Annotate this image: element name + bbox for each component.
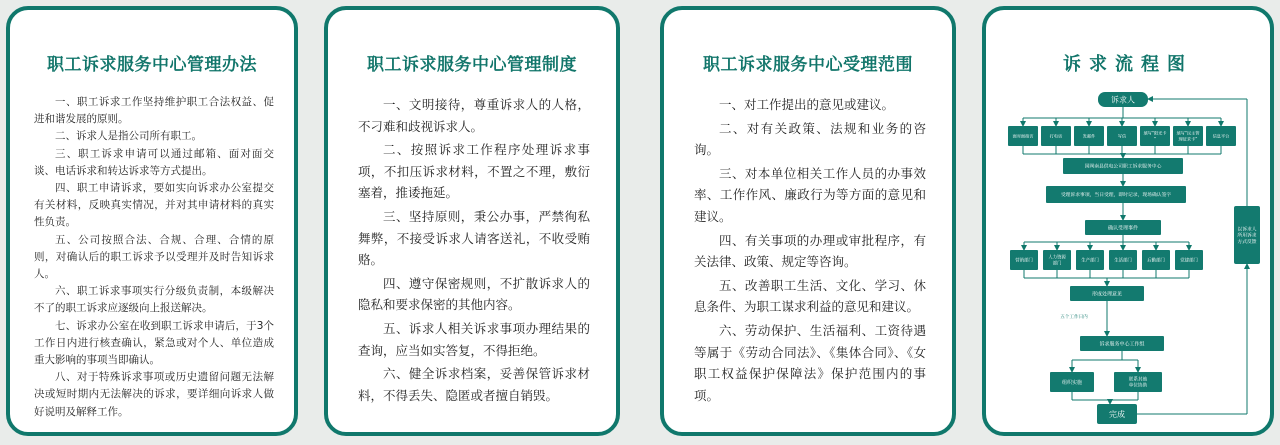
channel-box-label: ”: [1153, 136, 1157, 142]
flowchart-diagram: [986, 10, 1270, 432]
channel-box-label: 信息平台: [1212, 133, 1230, 139]
coordinate-node-label: 单位协助: [1128, 383, 1148, 389]
department-box-label: 生产部门: [1081, 258, 1099, 264]
department-box-label: 人力资源: [1048, 255, 1066, 261]
opinion-node-label: 形成处理意见: [1091, 291, 1123, 298]
channel-box-label: 打电话: [1049, 133, 1063, 139]
panel-title: 职工诉求服务中心管理办法: [47, 55, 257, 75]
management-system-panel: [324, 6, 620, 436]
management-measures-panel: [6, 6, 298, 436]
channel-box-label: 填写“民主管: [1176, 130, 1200, 136]
paragraph: 二、对有关政策、法规和业务的咨询。: [694, 120, 926, 158]
paragraph: 四、职工申请诉求，要如实向诉求办公室提交有关材料，反映真实情况，并对其申请材料的真实性负责。: [34, 182, 274, 229]
feedback-node-label: 所用诉求: [1237, 233, 1257, 239]
paragraph: 二、按照诉求工作程序处理诉求事项，不扣压诉求材料，不置之不理，敷衍塞着，推诿拖延。: [358, 142, 590, 201]
coordinate-node-label: 联系其他: [1128, 377, 1148, 383]
department-box-label: 部门: [1052, 261, 1062, 267]
accept-node-label: 受理诉求事项，当日受理，即时记录，现场确认签字: [1060, 193, 1172, 199]
department-box-label: 党建部门: [1180, 258, 1198, 264]
paragraph: 三、对本单位相关工作人员的办事效率、工作作风、廉政行为等方面的意见和建议。: [694, 165, 926, 224]
channel-box-label: 面对面接访: [1012, 133, 1034, 139]
paragraph: 一、职工诉求工作坚持维护职工合法权益、促进和谐发展的原则。: [34, 96, 274, 126]
feedback-node-label: 方式反馈: [1237, 239, 1257, 245]
paragraph: 六、健全诉求档案，妥善保管诉求材料，不得丢失、隐匿或者擅自销毁。: [358, 366, 590, 403]
confirm-node-label: 确认受理事件: [1107, 225, 1139, 232]
paragraph: 六、职工诉求事项实行分级负责制，本级解决不了的职工诉求应逐级向上报送解决。: [34, 285, 274, 315]
feedback-node-label: 以诉求人: [1237, 227, 1257, 233]
deadline-label: 五个工作日内: [1060, 315, 1088, 320]
flowchart-title: 诉求流程图: [1063, 54, 1193, 75]
department-box-label: 营销部门: [1015, 258, 1033, 264]
paragraph: 五、公司按照合法、合规、合理、合情的原则，对确认后的职工诉求予以受理并及时告知诉求人。: [34, 233, 274, 281]
department-box-label: 后勤部门: [1147, 258, 1165, 264]
flowchart-panel: [982, 6, 1274, 436]
channel-box-label: 填写“阳光卡: [1143, 130, 1167, 136]
paragraph: 二、诉求人是指公司所有职工。: [55, 130, 202, 143]
panel-body: [34, 94, 274, 421]
panel-title: 职工诉求服务中心受理范围: [703, 55, 913, 75]
paragraph: 一、对工作提出的意见或建议。: [719, 97, 895, 112]
paragraph: 一、文明接待，尊重诉求人的人格，不刁难和歧视诉求人。: [358, 97, 590, 134]
implement-node-label: 组织实施: [1061, 379, 1083, 386]
paragraph: 六、劳动保护、生活福利、工资待遇等属于《劳动合同法》、《集体合同》、《女职工权益保护保障法》保护范围内的事项。: [694, 322, 926, 403]
paragraph: 三、坚持原则，秉公办事，严禁徇私舞弊，不接受诉求人请客送礼，不收受贿赂。: [358, 208, 590, 268]
channel-box-label: 发邮件: [1082, 133, 1096, 139]
department-box-label: 生活部门: [1114, 258, 1132, 264]
start-node-label: 诉求人: [1111, 95, 1135, 105]
center-node-label: 国网南县供电公司职工诉求服务中心: [1084, 164, 1162, 170]
done-node-label: 完成: [1109, 409, 1125, 419]
paragraph: 四、有关事项的办理或审批程序，有关法律、政策、规定等咨询。: [694, 232, 926, 270]
channel-box-label: 理征求卡”: [1178, 136, 1198, 142]
acceptance-scope-panel: [660, 6, 956, 436]
paragraph: 五、改善职工生活、文化、学习、休息条件、为职工谋求利益的意见和建议。: [694, 277, 926, 315]
panel-title: 职工诉求服务中心管理制度: [367, 55, 577, 75]
team-node-label: 诉求服务中心工作组: [1099, 341, 1145, 348]
paragraph: 四、遵守保密规则，不扩散诉求人的隐私和要求保密的其他内容。: [358, 275, 590, 313]
paragraph: 三、职工诉求申请可以通过邮箱、面对面交谈、电话诉求和转达诉求等方式提出。: [34, 147, 274, 177]
channel-box-label: 写信: [1117, 133, 1127, 139]
paragraph: 七、诉求办公室在收到职工诉求申请后，于3个工作日内进行核查确认，紧急或对个人、单位造成重大影响的事项当即确认。: [34, 319, 274, 367]
paragraph: 八、对于特殊诉求事项或历史遗留问题无法解决或短时期内无法解决的诉求，要详细向诉求人做好说明及解释工作。: [34, 371, 274, 418]
paragraph: 五、诉求人相关诉求事项办理结果的查询，应当如实答复，不得拒绝。: [358, 320, 590, 358]
panel-body: [694, 94, 926, 408]
panel-body: [358, 94, 590, 408]
